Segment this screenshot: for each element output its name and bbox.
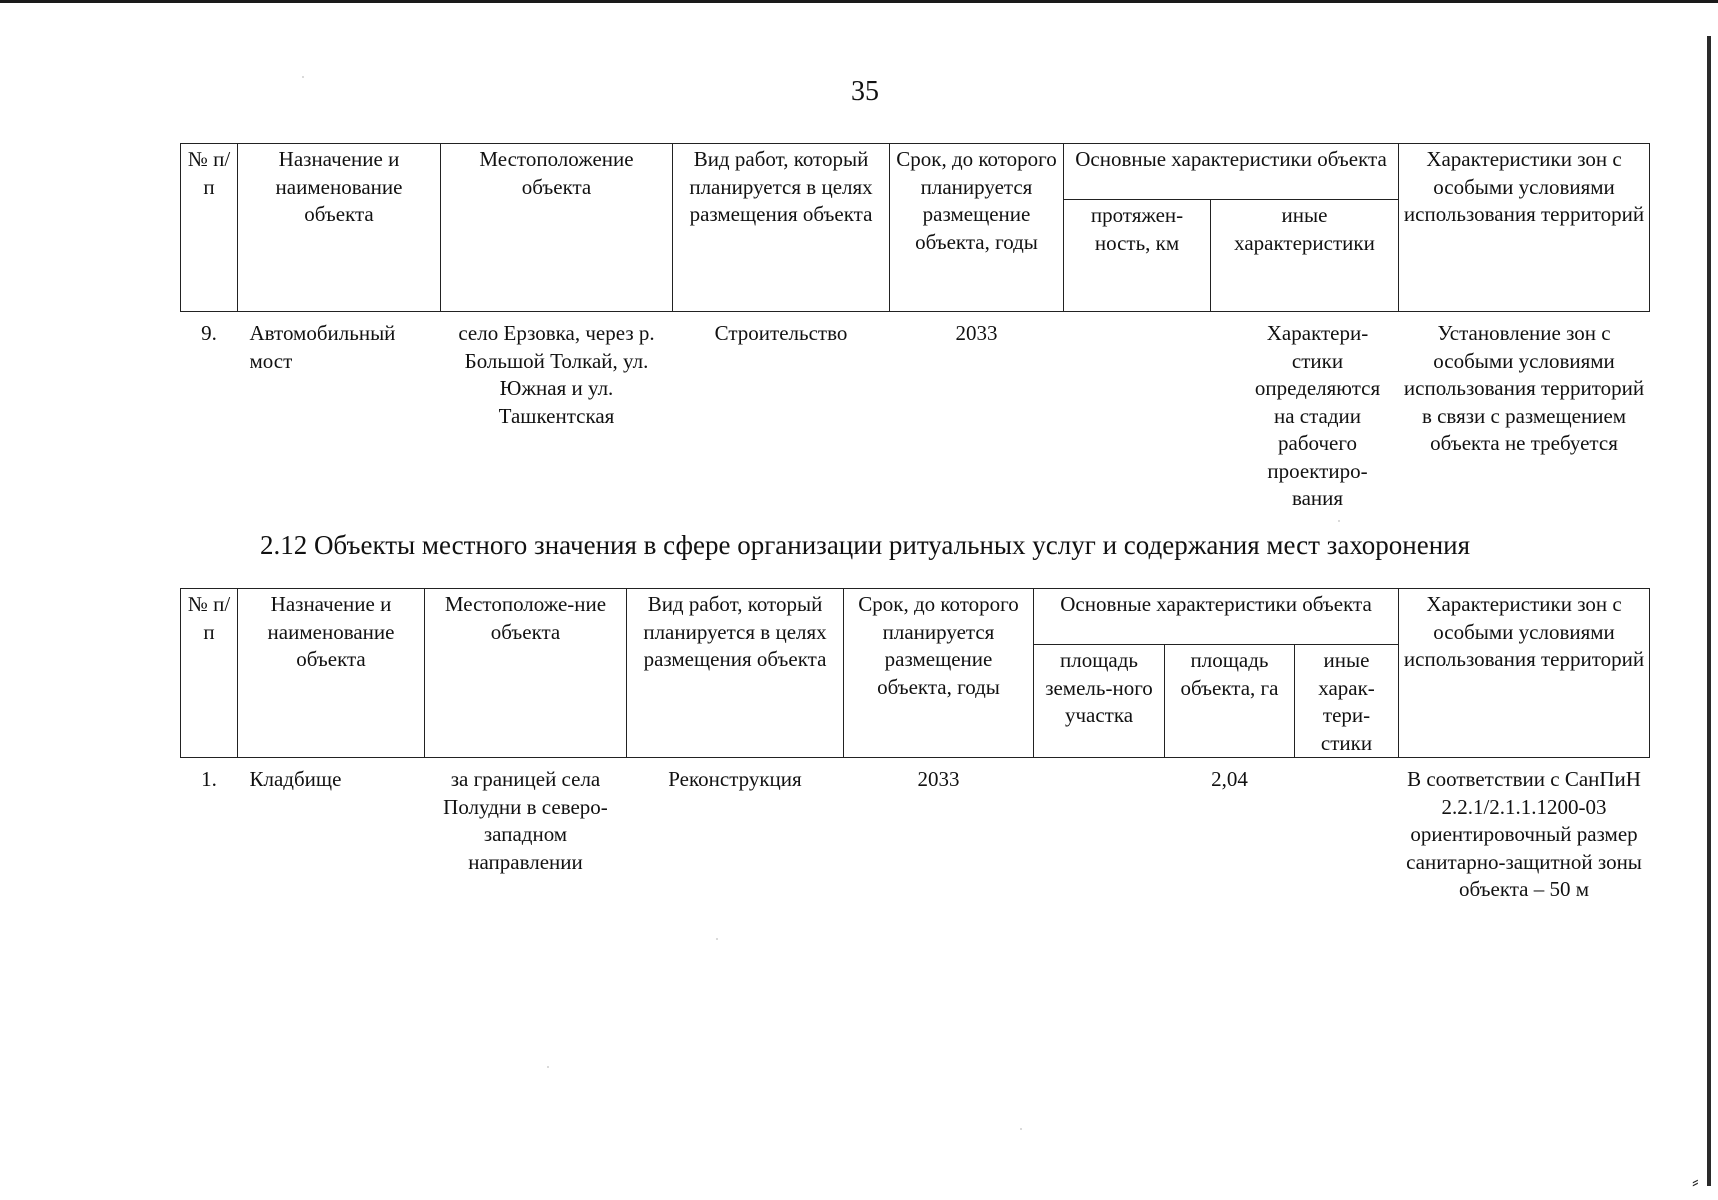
scan-border-right <box>1707 36 1711 1186</box>
scan-speck <box>547 1066 549 1068</box>
header-location: Местоположе-ние объекта <box>425 589 627 758</box>
header-other-characteristics: иные харак-тери-стики <box>1295 645 1399 758</box>
objects-table-transport <box>180 143 1650 513</box>
scan-speck <box>302 76 304 78</box>
scan-speck <box>1338 520 1340 522</box>
table-row <box>181 312 1650 513</box>
row-location: село Ерзовка, через р. Большой Толкай, ул. Южная и ул. Ташкентская <box>458 321 655 428</box>
header-purpose: Назначение и наименование объекта <box>238 589 425 758</box>
scan-mark: ⸗ <box>1692 1171 1699 1193</box>
header-location: Местоположение объекта <box>441 144 673 312</box>
row-work-type: Строительство <box>714 321 848 345</box>
header-length: протяжен-ность, км <box>1064 200 1211 312</box>
row-zone-characteristics: Установление зон с особыми условиями использования территорий в связи с размещением объекта не требуется <box>1403 321 1645 455</box>
row-deadline: 2033 <box>917 767 960 791</box>
header-deadline: Срок, до которого планируется размещение объекта, годы <box>844 589 1034 758</box>
row-other-characteristics: Характери-стики определяются на стадии рабочего проектиро-вания <box>1254 321 1381 510</box>
row-object-area: 2,04 <box>1211 767 1248 791</box>
row-num: 1. <box>201 767 217 791</box>
row-purpose: Автомобильный мост <box>249 321 396 373</box>
row-length <box>1064 312 1211 513</box>
section-title: 2.12 Объекты местного значения в сфере организации ритуальных услуг и содержания мест захоронения <box>259 530 1471 560</box>
row-purpose: Кладбище <box>249 767 342 791</box>
header-num: № п/п <box>181 589 238 758</box>
table-row <box>181 758 1650 958</box>
objects-table-ritual <box>180 588 1650 958</box>
page-number: 35 <box>851 76 879 107</box>
row-work-type: Реконструкция <box>668 767 802 791</box>
header-land-area: площадь земель-ного участка <box>1034 645 1165 758</box>
header-num: № п/п <box>181 144 238 312</box>
row-zone-characteristics: В соответствии с СанПиН 2.2.1/2.1.1.1200-03 ориентировочный размер санитарно-защитной зоны объекта – 50 м <box>1406 767 1642 901</box>
header-work-type: Вид работ, который планируется в целях размещения объекта <box>627 589 844 758</box>
header-other-characteristics: иные характеристики <box>1211 200 1399 312</box>
header-main-characteristics: Основные характеристики объекта <box>1064 144 1399 200</box>
scan-speck <box>1020 1128 1022 1130</box>
row-deadline: 2033 <box>955 321 998 345</box>
scan-speck <box>716 938 718 940</box>
header-work-type: Вид работ, который планируется в целях размещения объекта <box>673 144 890 312</box>
header-deadline: Срок, до которого планируется размещение объекта, годы <box>890 144 1064 312</box>
header-zone-characteristics: Характеристики зон с особыми условиями использования территорий <box>1399 589 1650 758</box>
row-num: 9. <box>201 321 217 345</box>
header-main-characteristics: Основные характеристики объекта <box>1034 589 1399 645</box>
header-purpose: Назначение и наименование объекта <box>238 144 441 312</box>
header-object-area: площадь объекта, га <box>1165 645 1295 758</box>
row-location: за границей села Полудни в северо-западном направлении <box>443 767 608 874</box>
header-zone-characteristics: Характеристики зон с особыми условиями использования территорий <box>1399 144 1650 312</box>
row-land-area <box>1034 758 1165 958</box>
row-other-characteristics <box>1295 758 1399 958</box>
scan-border-top <box>0 0 1718 3</box>
